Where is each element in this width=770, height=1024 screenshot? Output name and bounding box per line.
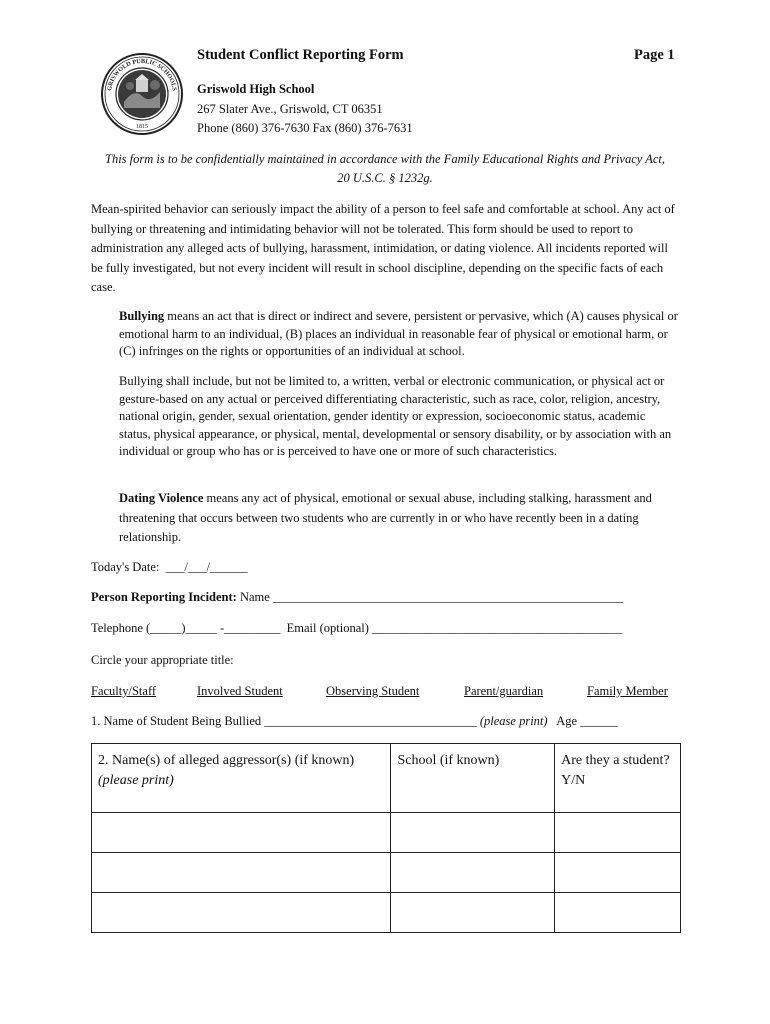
school-address: 267 Slater Ave., Griswold, CT 06351 [197, 101, 383, 116]
dating-violence-term: Dating Violence [119, 491, 204, 505]
bullying-definition [119, 308, 679, 361]
title-option-involved-student[interactable]: Involved Student [197, 684, 283, 698]
intro-paragraph: Mean-spirited behavior can seriously impact the ability of a person to feel safe and comfortable at school. Any act of bullying or threatening and intimidating behavior will not be tolerated. This form should be used to report to administration any alleged acts of bullying, harassment, intimidation, or dating violence. All incidents reported will be fully investigated, but not every incident will result in school discipline, depending on the specific facts of each case. [91, 202, 675, 294]
reporter-label: Person Reporting Incident: [91, 590, 237, 604]
dating-violence-text: means any act of physical, emotional or sexual abuse, including stalking, harassment and threatening that occurs between two students who are currently in or who have recently been in a dating relationship. [119, 491, 652, 544]
is-student-cell[interactable] [555, 853, 681, 893]
bullying-text: means an act that is direct or indirect and severe, persistent or pervasive, which (A) causes physical or emotional harm to an individual, (B) places an individual in reasonable fear of physical or emotional harm, or (C) infringes on the rights or opportunities of an individual at school. [119, 309, 678, 358]
school-phone: Phone (860) 376-7630 Fax (860) 376-7631 [197, 121, 413, 135]
school-cell[interactable] [391, 853, 555, 893]
table-row [92, 853, 681, 893]
aggressor-name-cell[interactable] [92, 893, 391, 933]
svg-text:1815: 1815 [136, 124, 148, 130]
aggressor-name-cell[interactable] [92, 813, 391, 853]
table-row [92, 813, 681, 853]
school-name: Griswold High School [197, 82, 315, 96]
page-number: Page 1 [634, 47, 675, 63]
bullying-term: Bullying [119, 309, 165, 323]
bullying-include-paragraph: Bullying shall include, but not be limited to, a written, verbal or electronic communication, or physical act or gesture-based on any actual or perceived differentiating characteristic, such as race, color, religion, ancestry, national origin, gender, sexual orientation, gender identity or expression, socioeconomic status, academic status, physical appearance, or physical, mental, developmental or sensory disability, or by association with an individual or group who has or is perceived to have one or more of such characteristics. [119, 374, 672, 458]
reporter-name-blank[interactable]: Name ________________________________________________________ [236, 590, 623, 604]
please-print-note: (please print) [479, 714, 548, 728]
title-option-family-member[interactable]: Family Member [587, 684, 668, 698]
phone-email-field[interactable]: Telephone (_____)_____ -_________ Email (optional) ________________________________________ [91, 621, 623, 635]
is-student-cell[interactable] [555, 893, 681, 933]
title-option-parent-guardian[interactable]: Parent/guardian [464, 684, 544, 698]
col-school: School (if known) [391, 744, 555, 813]
school-cell[interactable] [391, 893, 555, 933]
school-info [197, 80, 413, 139]
bullied-student-label[interactable]: 1. Name of Student Being Bullied __________________________________ [91, 714, 480, 728]
form-title: Student Conflict Reporting Form [197, 47, 404, 63]
age-field[interactable]: Age ______ [547, 714, 618, 728]
todays-date-field[interactable]: Today's Date: ___/___/______ [91, 560, 248, 574]
school-cell[interactable] [391, 813, 555, 853]
col-is-student: Are they a student? Y/N [555, 744, 681, 813]
school-seal-logo [100, 52, 184, 136]
reporter-name-field[interactable] [91, 590, 623, 605]
dating-violence-definition [119, 489, 679, 548]
is-student-cell[interactable] [555, 813, 681, 853]
title-option-observing-student[interactable]: Observing Student [326, 684, 420, 698]
aggressor-name-cell[interactable] [92, 853, 391, 893]
circle-title-instruction: Circle your appropriate title: [91, 653, 234, 667]
aggressor-table [91, 743, 681, 933]
title-option-faculty-staff[interactable]: Faculty/Staff [91, 684, 157, 698]
col-aggressor-label: 2. Name(s) of alleged aggressor(s) (if known) [98, 753, 355, 768]
ferpa-notice: This form is to be confidentially maintained in accordance with the Family Educational Rights and Privacy Act, 20 U.S.C. § 1232g. [105, 152, 665, 185]
col-aggressor-note: (please print) [98, 773, 174, 788]
table-header-row [92, 744, 681, 813]
table-row [92, 893, 681, 933]
svg-text:GRISWOLD PUBLIC SCHOOLS: GRISWOLD PUBLIC SCHOOLS [106, 57, 178, 92]
bullied-student-field[interactable] [91, 714, 618, 729]
col-aggressor-names [92, 744, 391, 813]
